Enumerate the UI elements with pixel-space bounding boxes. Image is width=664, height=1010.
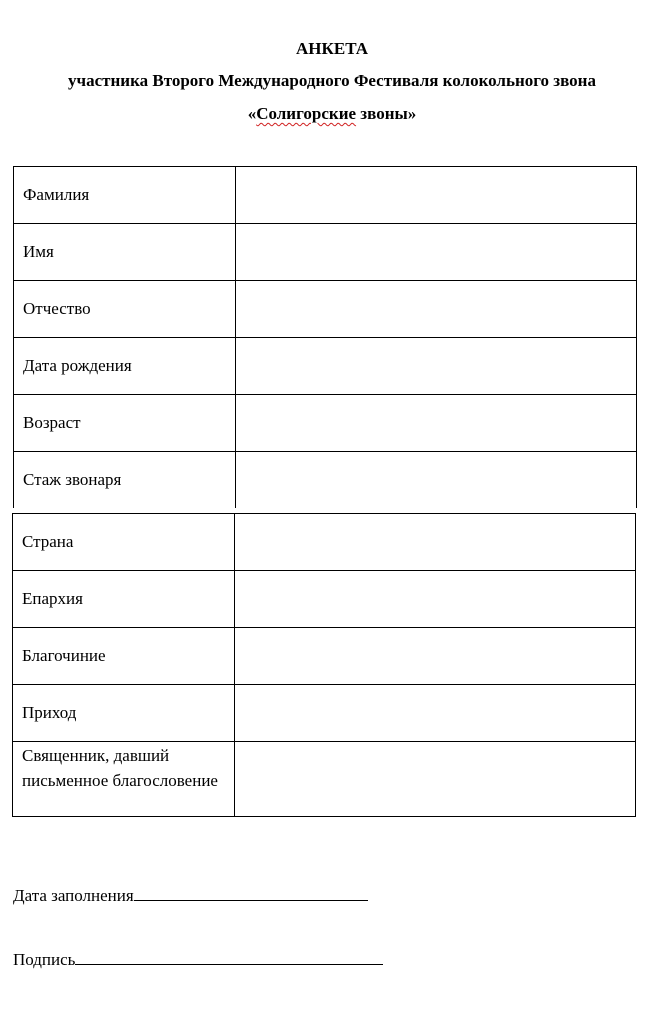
row-label-surname: Фамилия <box>14 167 236 224</box>
form-row-name <box>14 224 637 281</box>
birthdate-field[interactable] <box>236 338 637 395</box>
form-title: АНКЕТА <box>296 39 368 58</box>
signature-line <box>13 948 383 970</box>
form-row-surname <box>14 167 637 224</box>
row-label-country: Страна <box>13 514 235 571</box>
name-field[interactable] <box>236 224 637 281</box>
fill-date-field[interactable] <box>134 884 368 901</box>
form-table-part1 <box>13 166 637 508</box>
form-table-part2 <box>12 513 636 817</box>
deanery-field[interactable] <box>235 628 636 685</box>
row-label-deanery: Благочиние <box>13 628 235 685</box>
eparchy-field[interactable] <box>235 571 636 628</box>
priest-field[interactable] <box>235 742 636 817</box>
festival-name-word: Солигорские <box>256 104 357 123</box>
festival-name-rest: звоны» <box>356 104 417 123</box>
row-label-priest: Священник, давший письменное благословение <box>13 742 235 817</box>
form-row-patronymic <box>14 281 637 338</box>
row-label-eparchy: Епархия <box>13 571 235 628</box>
row-label-name: Имя <box>14 224 236 281</box>
experience-field[interactable] <box>236 452 637 509</box>
form-row-experience <box>14 452 637 509</box>
row-label-parish: Приход <box>13 685 235 742</box>
form-row-parish <box>13 685 636 742</box>
patronymic-field[interactable] <box>236 281 637 338</box>
form-row-priest <box>13 742 636 817</box>
signature-label: Подпись <box>13 950 76 969</box>
fill-date-line <box>13 884 368 906</box>
form-row-age <box>14 395 637 452</box>
festival-open-quote: « <box>247 104 257 123</box>
signature-field[interactable] <box>75 948 383 965</box>
form-subtitle: участника Второго Международного Фестиваля колокольного звона <box>68 71 596 90</box>
row-label-experience: Стаж звонаря <box>14 452 236 509</box>
form-row-deanery <box>13 628 636 685</box>
fill-date-label: Дата заполнения <box>13 886 134 905</box>
age-field[interactable] <box>236 395 637 452</box>
surname-field[interactable] <box>236 167 637 224</box>
row-label-patronymic: Отчество <box>14 281 236 338</box>
country-field[interactable] <box>235 514 636 571</box>
row-label-birthdate: Дата рождения <box>14 338 236 395</box>
form-row-country <box>13 514 636 571</box>
form-row-eparchy <box>13 571 636 628</box>
festival-name <box>0 104 664 124</box>
row-label-age: Возраст <box>14 395 236 452</box>
parish-field[interactable] <box>235 685 636 742</box>
form-row-birthdate <box>14 338 637 395</box>
